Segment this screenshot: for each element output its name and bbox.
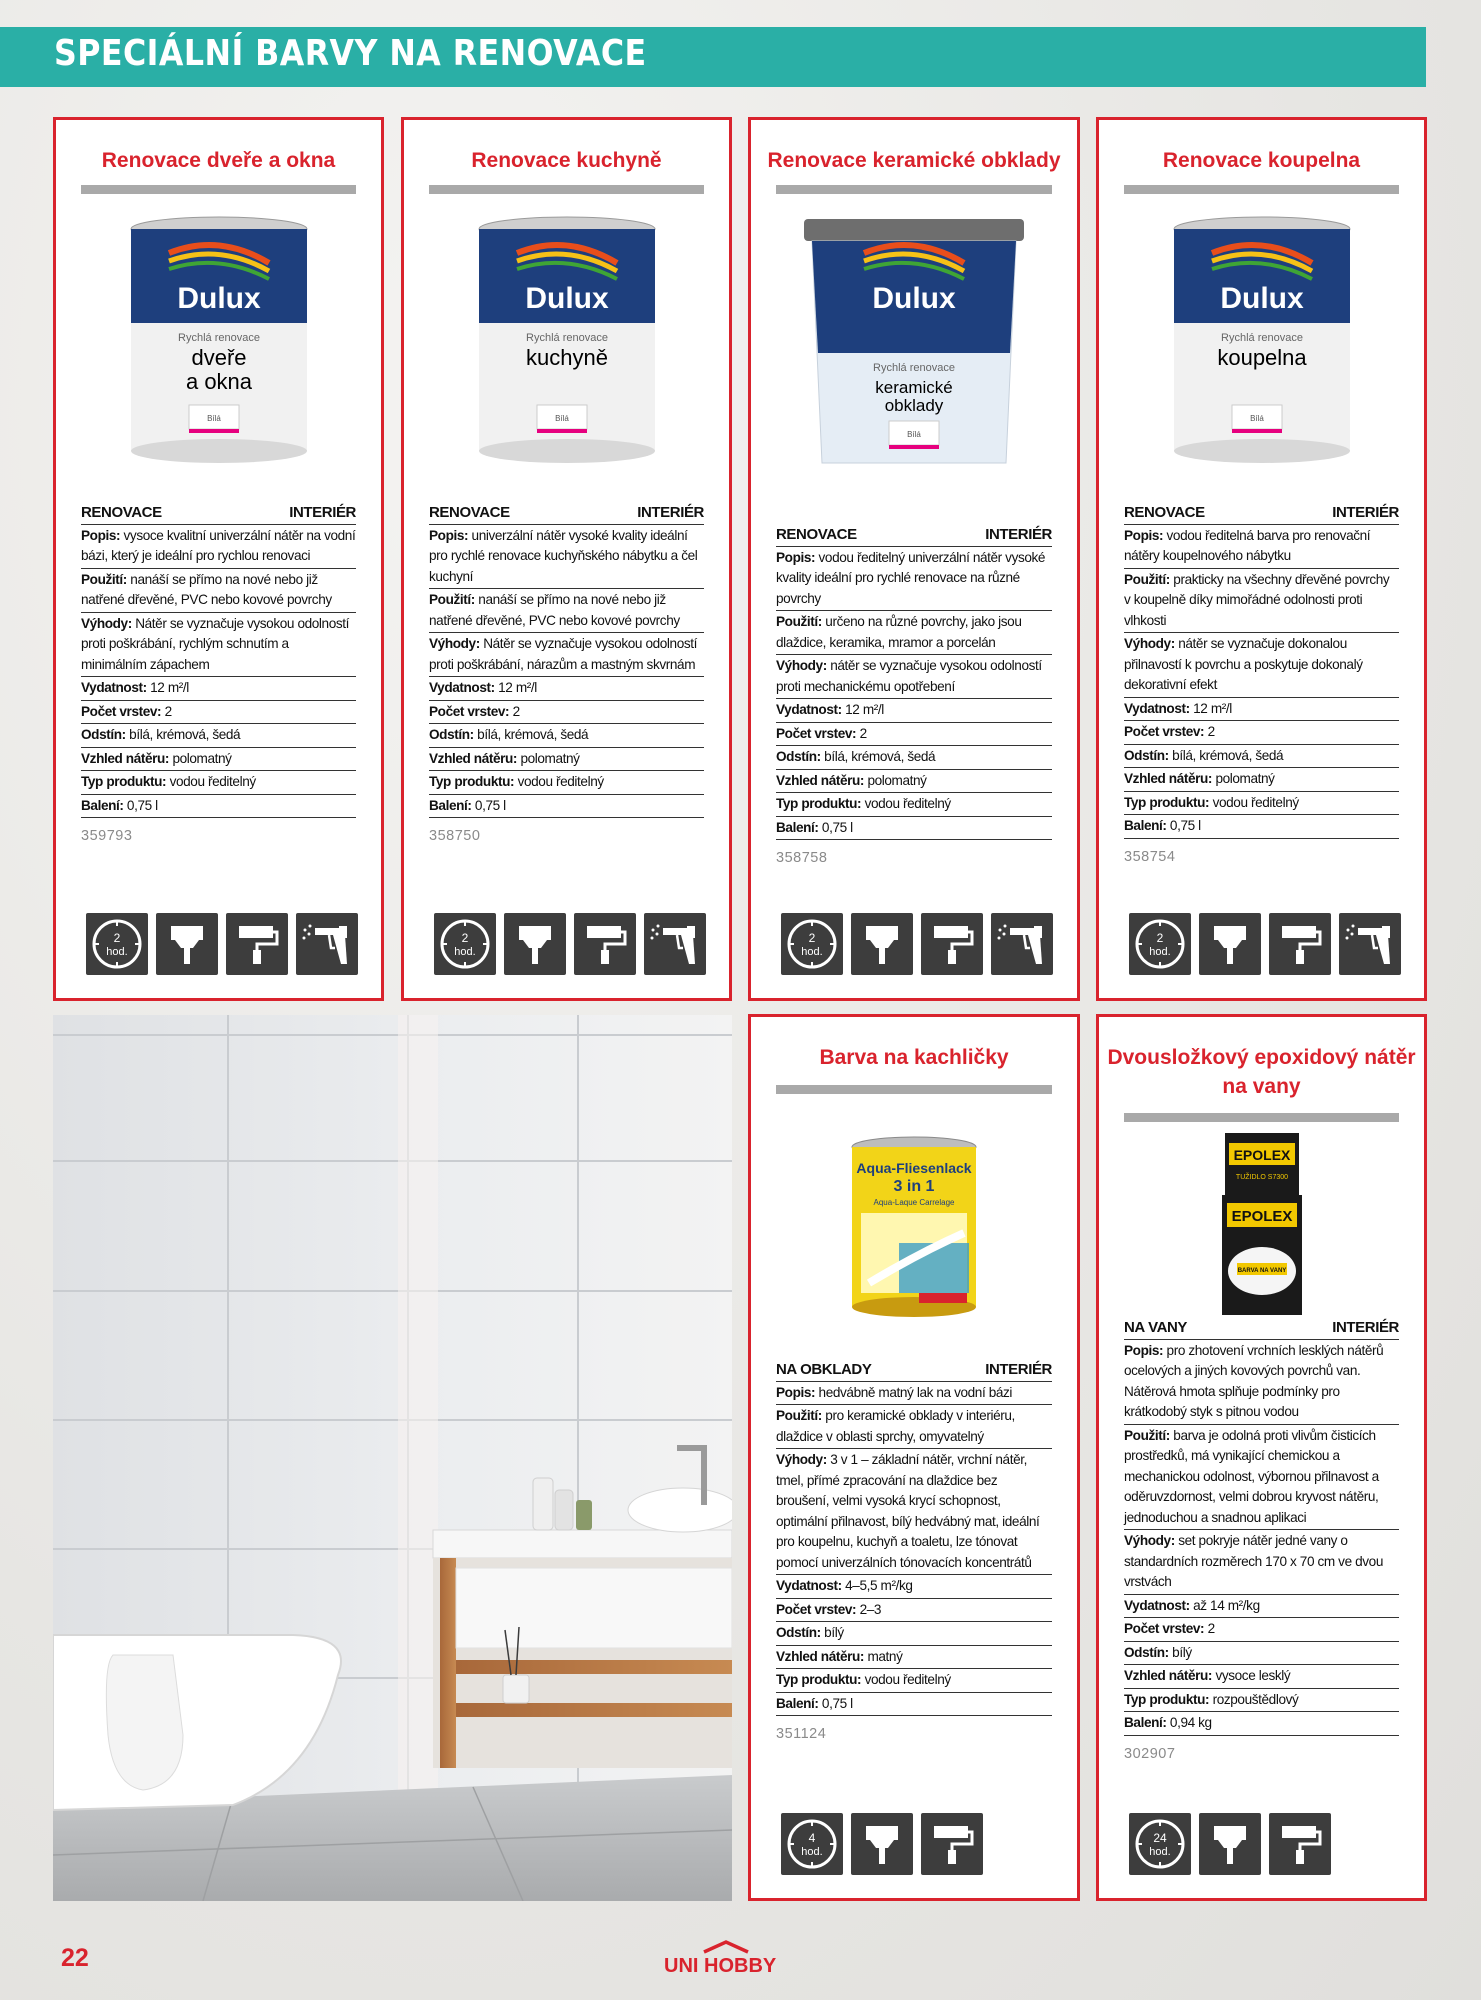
application-icons	[1129, 1813, 1331, 1875]
spec-label: Vydatnost:	[429, 680, 495, 695]
svg-text:kuchyně: kuchyně	[525, 345, 608, 370]
application-icons	[781, 1813, 983, 1875]
product-sku: 358750	[429, 828, 481, 844]
spec-label: Výhody:	[1124, 636, 1175, 651]
spec-row	[776, 547, 1052, 612]
product-specs	[776, 525, 1052, 869]
spec-header	[776, 525, 1052, 547]
spec-value: bílá, krémová, šedá	[129, 727, 241, 742]
spec-value: 12 m²/l	[1193, 700, 1232, 716]
spec-row	[1124, 1595, 1399, 1619]
title-divider	[429, 185, 704, 194]
roller-icon	[1269, 1813, 1331, 1875]
spec-value: polomatný	[867, 772, 927, 788]
spec-row	[776, 1669, 1052, 1693]
spec-row	[1124, 1340, 1399, 1425]
svg-text:2: 2	[808, 931, 816, 945]
spec-value: bílý	[1172, 1644, 1192, 1660]
spec-row	[429, 589, 704, 633]
spec-value: pro zhotovení vrchních lesklých nátěrů ocelových a jiných kovových povrchů van. Nátěrová hmota splňuje podmínky pro krátkodobý styk s pitnou vodou	[1124, 1342, 1384, 1419]
spec-row	[429, 701, 704, 725]
spec-row	[776, 817, 1052, 841]
drying-time-icon	[86, 913, 148, 975]
product-sku: 358758	[776, 850, 828, 866]
spec-row	[429, 724, 704, 748]
spray-gun-icon	[991, 913, 1053, 975]
brush-icon	[504, 913, 566, 975]
title-divider	[776, 185, 1052, 194]
spec-header	[81, 503, 356, 525]
spec-label: Typ produktu:	[776, 796, 862, 811]
product-title: Barva na kachličky	[819, 1046, 1009, 1069]
spec-label: Použití:	[429, 592, 475, 607]
spec-row	[81, 677, 356, 701]
spec-value: vodou ředitelný univerzální nátěr vysoké kvality ideální pro rychlé renovace na různé povrchy	[776, 549, 1046, 606]
product-area: INTERIÉR	[1332, 504, 1399, 521]
svg-text:Dulux: Dulux	[872, 282, 956, 315]
product-sku: 359793	[81, 828, 133, 844]
spec-value: 2	[164, 703, 172, 719]
product-category: RENOVACE	[776, 526, 857, 543]
spec-value: 4–5,5 m²/kg	[845, 1578, 913, 1593]
product-category: RENOVACE	[81, 504, 162, 521]
spec-label: Typ produktu:	[81, 774, 167, 789]
spec-row	[776, 699, 1052, 723]
spec-value: nanáší se přímo na nové nebo již natřené dřevěné, PVC nebo kovové povrchy	[81, 571, 332, 607]
spec-value: vodou ředitelný	[517, 774, 604, 789]
brush-icon	[1199, 913, 1261, 975]
spec-row	[429, 633, 704, 677]
spray-gun-icon	[644, 913, 706, 975]
product-category: NA VANY	[1124, 1319, 1188, 1336]
drying-time-icon	[781, 1813, 843, 1875]
product-card	[748, 1014, 1080, 1901]
spray-gun-icon	[1339, 913, 1401, 975]
spec-value: 2	[1207, 724, 1215, 739]
spec-row	[776, 1382, 1052, 1406]
spec-value: Nátěr se vyznačuje vysokou odolností proti poškrábání, rychlým schnutím a minimálním zápachem	[81, 615, 350, 672]
svg-text:Aqua-Laque Carrelage: Aqua-Laque Carrelage	[873, 1198, 955, 1207]
spec-label: Použití:	[776, 1408, 822, 1423]
svg-text:4: 4	[808, 1831, 816, 1845]
spec-label: Počet vrstev:	[81, 703, 162, 719]
svg-text:dveře: dveře	[190, 345, 247, 370]
spec-value: 12 m²/l	[498, 680, 537, 695]
spec-label: Výhody:	[776, 658, 827, 673]
spec-label: Typ produktu:	[1124, 794, 1210, 810]
spec-value: 0,75 l	[126, 797, 158, 813]
svg-text:Dulux: Dulux	[524, 282, 609, 315]
application-icons	[1129, 913, 1401, 975]
svg-text:TUŽIDLO S7300: TUŽIDLO S7300	[1235, 1174, 1288, 1181]
page-number: 22	[61, 1944, 89, 1972]
spec-row	[81, 748, 356, 772]
svg-text:koupelna: koupelna	[1216, 345, 1307, 370]
spec-value: určeno na různé povrchy, jako jsou dlaždice, keramika, mramor a porcelán	[776, 614, 1022, 650]
product-specs	[776, 1360, 1052, 1745]
svg-text:2: 2	[1156, 931, 1164, 945]
spec-value: 2	[1207, 1621, 1215, 1636]
svg-text:Bílá: Bílá	[206, 414, 221, 423]
spec-value: vodou ředitelný	[169, 774, 256, 789]
spec-value: vodou ředitelný	[1212, 794, 1299, 810]
product-title: Renovace koupelna	[1162, 149, 1361, 172]
spec-row	[429, 677, 704, 701]
brush-icon	[851, 1813, 913, 1875]
spec-label: Počet vrstev:	[776, 725, 857, 741]
spec-row	[1124, 815, 1399, 839]
spec-label: Odstín:	[429, 727, 474, 742]
spec-label: Popis:	[429, 527, 469, 543]
page-header	[0, 27, 1426, 87]
spec-value: vysoce lesklý	[1215, 1668, 1291, 1683]
spec-label: Použití:	[1124, 571, 1170, 587]
spec-value: barva je odolná proti vlivům čisticích prostředků, má vynikající chemickou a mechanickou odolnost, výbornou přilnavost a oděruvzdornost, velmi dobrou kryvost nátěru, jednoduchou a snadnou aplikaci	[1124, 1427, 1379, 1525]
brush-icon	[156, 913, 218, 975]
title-divider	[1124, 1113, 1399, 1122]
svg-text:2: 2	[113, 931, 121, 945]
svg-text:EPOLEX: EPOLEX	[1233, 1147, 1290, 1163]
spec-row	[776, 1622, 1052, 1646]
product-area: INTERIÉR	[289, 504, 356, 521]
spec-value: prakticky na všechny dřevěné povrchy v koupelně díky mimořádné odolnosti proti vlhkosti	[1124, 571, 1390, 628]
svg-text:a okna: a okna	[185, 369, 252, 394]
spec-header	[1124, 503, 1399, 525]
roller-icon	[921, 913, 983, 975]
spec-label: Typ produktu:	[429, 774, 515, 789]
spec-label: Odstín:	[1124, 747, 1169, 763]
spec-label: Počet vrstev:	[429, 703, 510, 719]
svg-text:Rychlá renovace: Rychlá renovace	[873, 362, 955, 374]
bathroom-photo	[53, 1015, 732, 1901]
roller-icon	[226, 913, 288, 975]
spec-label: Vzhled nátěru:	[776, 772, 865, 788]
spec-row	[81, 724, 356, 748]
svg-text:BARVA NA VANY: BARVA NA VANY	[1237, 1268, 1286, 1274]
spec-row	[776, 1599, 1052, 1623]
spec-label: Vzhled nátěru:	[81, 750, 170, 766]
spec-label: Popis:	[776, 1384, 816, 1400]
spec-row	[776, 1575, 1052, 1599]
spec-label: Výhody:	[81, 615, 132, 631]
spec-row	[1124, 569, 1399, 634]
spec-row	[1124, 792, 1399, 816]
spec-label: Odstín:	[776, 1625, 821, 1640]
product-sku: 302907	[1124, 1745, 1176, 1762]
spec-value: 2–3	[859, 1601, 882, 1617]
spec-label: Výhody:	[776, 1452, 827, 1467]
spec-label: Vydatnost:	[81, 680, 147, 695]
spec-value: 2	[512, 703, 520, 719]
roller-icon	[1269, 913, 1331, 975]
spec-row	[1124, 1618, 1399, 1642]
spec-label: Vzhled nátěru:	[1124, 1668, 1213, 1683]
product-category: NA OBKLADY	[776, 1361, 872, 1378]
spec-label: Balení:	[1124, 818, 1167, 833]
spec-label: Balení:	[429, 797, 472, 813]
spec-row	[1124, 1530, 1399, 1595]
spec-value: univerzální nátěr vysoké kvality ideální pro rychlé renovace kuchyňského nábytku a čel kuchyní	[429, 527, 698, 584]
product-title: Dvousložkový epoxidový nátěr na vany	[1107, 1046, 1416, 1098]
spec-label: Vydatnost:	[776, 702, 842, 717]
spec-value: rozpouštědlový	[1212, 1691, 1299, 1707]
svg-text:hod.: hod.	[801, 1846, 823, 1858]
spec-row	[429, 748, 704, 772]
product-card	[1096, 117, 1427, 1001]
spec-label: Vydatnost:	[1124, 1597, 1190, 1613]
spec-value: 3 v 1 – základní nátěr, vrchní nátěr, tmel, přímé zpracování na dlaždice bez broušení, velmi vysoká krycí schopnost, optimální přilnavost, bílý hedvábný mat, ideální pro koupelnu, kuchyň a toaletu, lze tónovat pomocí univerzálních tónovacích koncentrátů	[776, 1452, 1040, 1570]
svg-text:keramické: keramické	[875, 378, 953, 397]
product-image	[751, 203, 1077, 483]
spec-row	[1124, 1425, 1399, 1531]
svg-text:2: 2	[461, 931, 469, 945]
page-title: SPECIÁLNÍ BARVY NA RENOVACE	[54, 33, 647, 74]
product-card	[748, 117, 1080, 1001]
spec-value: bílý	[824, 1625, 844, 1640]
spec-label: Vzhled nátěru:	[429, 750, 518, 766]
product-area: INTERIÉR	[1332, 1319, 1399, 1336]
spec-label: Odstín:	[776, 749, 821, 764]
brush-icon	[851, 913, 913, 975]
spec-label: Výhody:	[429, 636, 480, 651]
spec-row	[1124, 698, 1399, 722]
spec-label: Popis:	[81, 527, 121, 543]
spec-label: Počet vrstev:	[776, 1601, 857, 1617]
title-divider	[1124, 185, 1399, 194]
spec-row	[1124, 1689, 1399, 1713]
spec-row	[776, 655, 1052, 699]
spec-row	[429, 525, 704, 590]
product-area: INTERIÉR	[985, 526, 1052, 543]
spec-value: 2	[859, 725, 867, 741]
spec-value: pro keramické obklady v interiéru, dlaždice v oblasti sprchy, omyvatelný	[776, 1408, 1015, 1444]
spec-header	[1124, 1318, 1399, 1340]
svg-text:EPOLEX: EPOLEX	[1231, 1208, 1292, 1225]
product-title: Renovace keramické obklady	[767, 149, 1061, 172]
svg-text:hod.: hod.	[1149, 1846, 1171, 1858]
product-image	[404, 203, 729, 483]
product-area: INTERIÉR	[637, 504, 704, 521]
spec-row	[81, 613, 356, 678]
spec-value: bílá, krémová, šedá	[477, 727, 589, 742]
spec-label: Použití:	[81, 571, 127, 587]
product-card	[53, 117, 384, 1001]
svg-text:Bílá: Bílá	[907, 430, 921, 439]
spec-label: Vzhled nátěru:	[776, 1648, 865, 1664]
spec-header	[776, 1360, 1052, 1382]
svg-text:hod.: hod.	[801, 946, 823, 958]
product-specs	[1124, 1318, 1399, 1764]
svg-text:hod.: hod.	[1149, 946, 1171, 958]
product-image	[56, 203, 381, 483]
spec-row	[81, 701, 356, 725]
spec-row	[776, 1449, 1052, 1575]
spec-value: vodou ředitelný	[864, 796, 951, 811]
drying-time-icon	[1129, 1813, 1191, 1875]
spec-label: Typ produktu:	[1124, 1691, 1210, 1707]
spec-value: nanáší se přímo na nové nebo již natřené dřevěné, PVC nebo kovové povrchy	[429, 592, 680, 628]
spec-row	[1124, 525, 1399, 569]
spec-row	[429, 771, 704, 795]
spec-row	[1124, 1665, 1399, 1689]
product-card	[401, 117, 732, 1001]
product-specs	[1124, 503, 1399, 867]
spec-label: Použití:	[776, 614, 822, 629]
svg-text:Dulux: Dulux	[1219, 282, 1304, 315]
product-area: INTERIÉR	[985, 1361, 1052, 1378]
spec-row	[81, 525, 356, 569]
svg-text:obklady: obklady	[884, 396, 944, 415]
spec-row	[81, 569, 356, 613]
spec-label: Balení:	[1124, 1715, 1167, 1730]
product-sku: 358754	[1124, 848, 1176, 865]
logo-text: UNI HOBBY	[664, 1955, 777, 1976]
product-image	[751, 1113, 1077, 1343]
svg-text:Rychlá renovace: Rychlá renovace	[1220, 332, 1303, 344]
spec-row	[81, 771, 356, 795]
spec-row	[776, 770, 1052, 794]
spec-value: 0,75 l	[1169, 818, 1201, 833]
spec-row	[1124, 633, 1399, 698]
spec-value: polomatný	[172, 750, 232, 766]
svg-text:Bílá: Bílá	[554, 414, 569, 423]
svg-text:Rychlá renovace: Rychlá renovace	[177, 332, 260, 344]
title-divider	[776, 1085, 1052, 1094]
svg-text:hod.: hod.	[454, 946, 476, 958]
brush-icon	[1199, 1813, 1261, 1875]
svg-text:Bílá: Bílá	[1249, 414, 1264, 423]
spec-row	[1124, 721, 1399, 745]
spec-value: vodou ředitelný	[864, 1672, 951, 1687]
application-icons	[86, 913, 358, 975]
product-title: Renovace kuchyně	[471, 149, 662, 172]
roller-icon	[921, 1813, 983, 1875]
spec-value: vodou ředitelná barva pro renovační nátěry koupelnového nábytku	[1124, 527, 1371, 563]
spec-label: Vzhled nátěru:	[1124, 771, 1213, 786]
spec-label: Počet vrstev:	[1124, 724, 1205, 739]
spec-label: Vydatnost:	[776, 1578, 842, 1593]
spec-value: 12 m²/l	[150, 680, 189, 695]
spec-label: Popis:	[1124, 527, 1164, 543]
product-specs	[429, 503, 704, 847]
application-icons	[781, 913, 1053, 975]
application-icons	[434, 913, 706, 975]
spec-value: polomatný	[520, 750, 580, 766]
spec-row	[1124, 1642, 1399, 1666]
spec-value: matný	[867, 1648, 903, 1664]
spec-value: až 14 m²/kg	[1193, 1597, 1260, 1613]
spec-label: Počet vrstev:	[1124, 1621, 1205, 1636]
spec-label: Popis:	[776, 549, 816, 565]
spec-row	[429, 795, 704, 819]
spec-value: nátěr se vyznačuje dokonalou přilnavostí k povrchu a poskytuje dokonalý dekorativní efekt	[1124, 636, 1363, 692]
spec-value: 0,75 l	[821, 819, 853, 835]
spec-row	[81, 795, 356, 819]
spec-label: Typ produktu:	[776, 1672, 862, 1687]
spec-row	[1124, 768, 1399, 792]
product-category: RENOVACE	[1124, 504, 1205, 521]
spec-row	[776, 746, 1052, 770]
svg-text:hod.: hod.	[106, 946, 128, 958]
spec-row	[776, 1405, 1052, 1449]
drying-time-icon	[1129, 913, 1191, 975]
roller-icon	[574, 913, 636, 975]
product-specs	[81, 503, 356, 847]
spec-value: 0,94 kg	[1169, 1715, 1212, 1730]
spec-label: Balení:	[776, 819, 819, 835]
spec-row	[776, 793, 1052, 817]
drying-time-icon	[781, 913, 843, 975]
svg-text:3 in 1: 3 in 1	[893, 1178, 935, 1195]
spec-value: vysoce kvalitní univerzální nátěr na vodní bázi, který je ideální pro rychlou renovaci	[81, 527, 356, 563]
svg-text:24: 24	[1153, 1831, 1167, 1845]
spec-value: Nátěr se vyznačuje vysokou odolností proti poškrábání, nárazům a mastným skvrnám	[429, 636, 698, 672]
product-sku: 351124	[776, 1726, 827, 1742]
spec-value: hedvábně matný lak na vodní bázi	[818, 1384, 1013, 1400]
spec-value: polomatný	[1215, 771, 1275, 786]
product-image	[1099, 203, 1424, 483]
spec-label: Odstín:	[1124, 1644, 1169, 1660]
spec-header	[429, 503, 704, 525]
spec-value: 0,75 l	[821, 1695, 853, 1711]
spec-label: Balení:	[776, 1695, 819, 1711]
product-card	[1096, 1014, 1427, 1901]
uni-hobby-logo	[664, 1940, 814, 1976]
spec-value: nátěr se vyznačuje vysokou odolností proti mechanickému opotřebení	[776, 658, 1042, 694]
product-title: Renovace dveře a okna	[101, 149, 336, 172]
svg-text:Rychlá renovace: Rychlá renovace	[525, 332, 608, 344]
svg-text:Dulux: Dulux	[176, 282, 261, 315]
spec-value: 0,75 l	[474, 797, 506, 813]
spray-gun-icon	[296, 913, 358, 975]
spec-row	[1124, 1712, 1399, 1736]
spec-label: Odstín:	[81, 727, 126, 742]
spec-label: Popis:	[1124, 1342, 1164, 1358]
spec-row	[776, 723, 1052, 747]
spec-row	[776, 611, 1052, 655]
spec-label: Vydatnost:	[1124, 700, 1190, 716]
spec-value: bílá, krémová, šedá	[824, 749, 936, 764]
product-category: RENOVACE	[429, 504, 510, 521]
spec-label: Výhody:	[1124, 1533, 1175, 1548]
spec-value: 12 m²/l	[845, 702, 884, 717]
spec-label: Použití:	[1124, 1427, 1170, 1443]
spec-row	[776, 1693, 1052, 1717]
spec-value: bílá, krémová, šedá	[1172, 747, 1284, 763]
svg-text:Aqua-Fliesenlack: Aqua-Fliesenlack	[856, 1160, 972, 1176]
title-divider	[81, 185, 356, 194]
spec-row	[1124, 745, 1399, 769]
drying-time-icon	[434, 913, 496, 975]
spec-value: set pokryje nátěr jedné vany o standardních rozměrech 170 x 70 cm ve dvou vrstvách	[1124, 1533, 1383, 1589]
spec-row	[776, 1646, 1052, 1670]
product-image	[1099, 1128, 1424, 1323]
spec-label: Balení:	[81, 797, 124, 813]
